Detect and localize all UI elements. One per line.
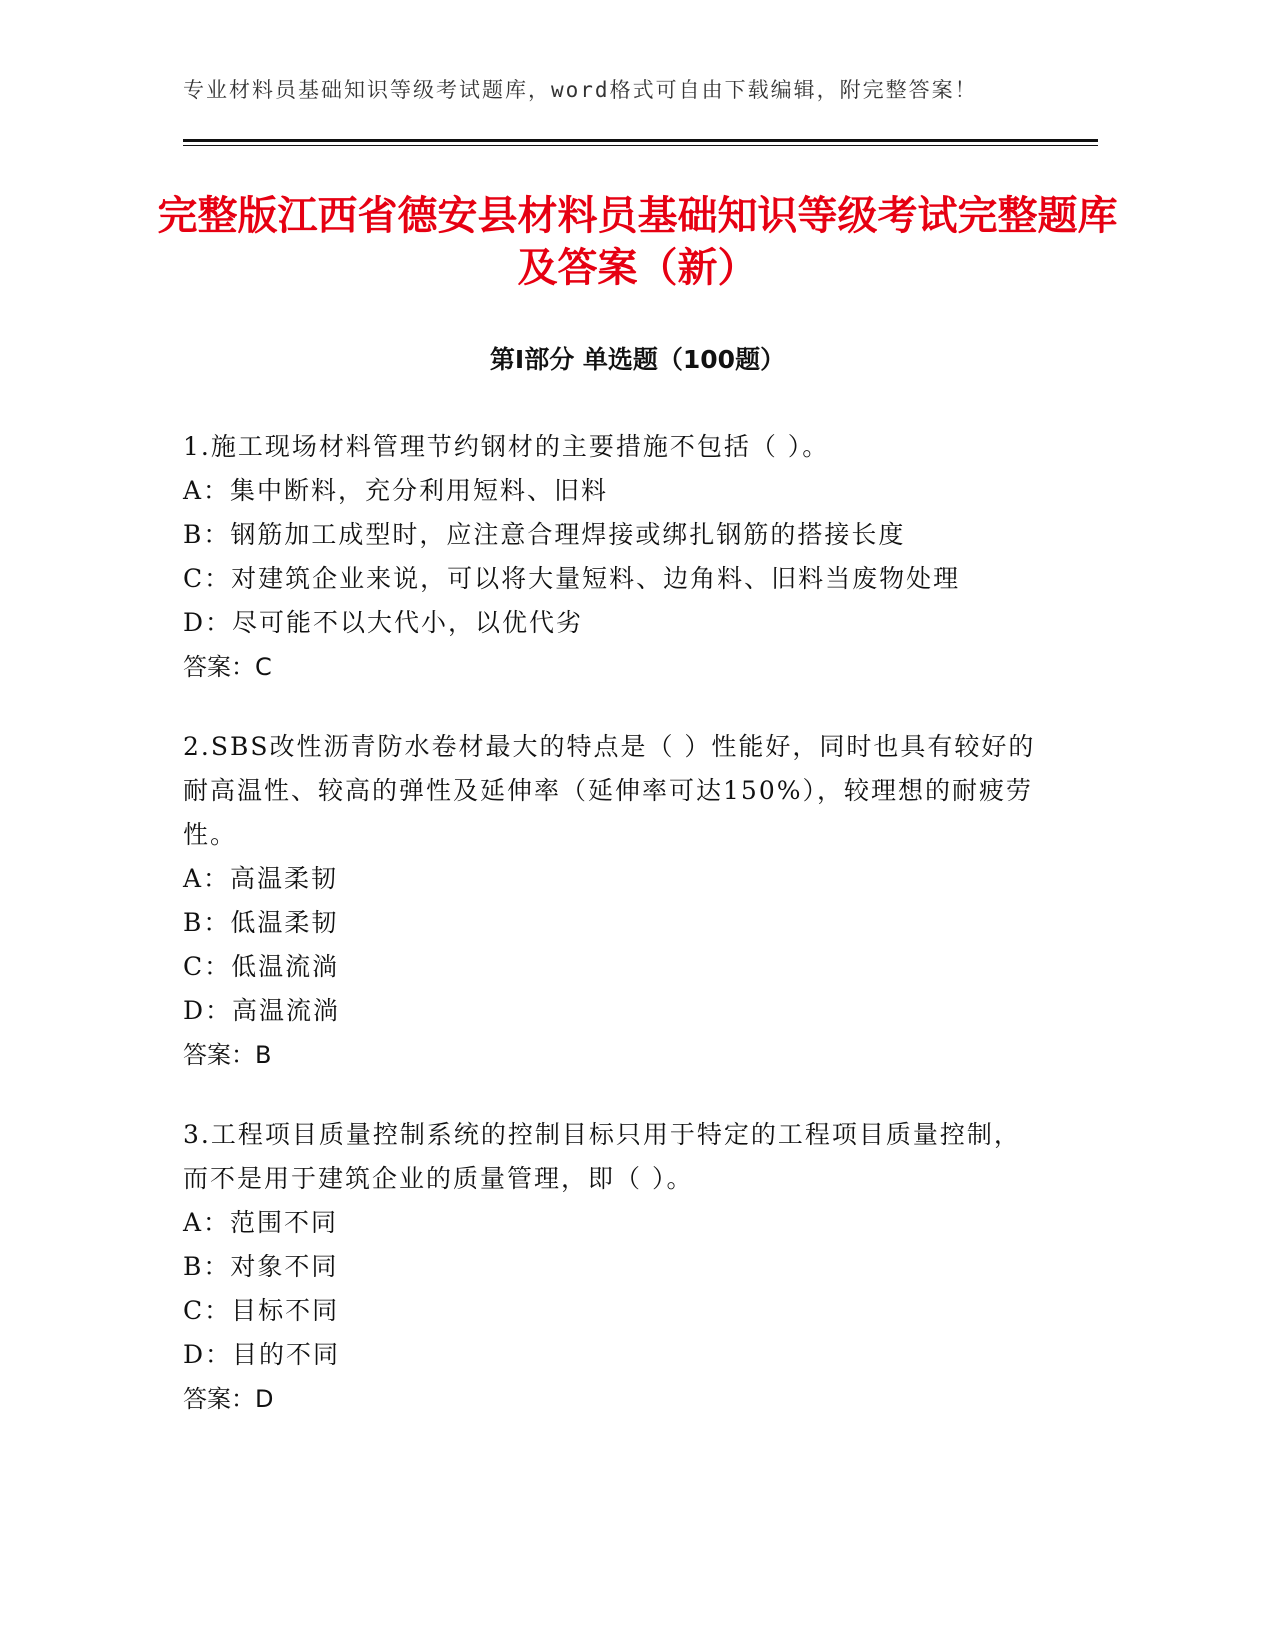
page-header: 专业材料员基础知识等级考试题库，word格式可自由下载编辑，附完整答案！ [183,78,978,102]
document-title: 完整版江西省德安县材料员基础知识等级考试完整题库及答案（新） [157,193,1118,291]
answer: 答案：D [183,1385,274,1413]
section-title: 第Ⅰ部分 单选题（100题） [489,345,786,374]
option-d: D：尽可能不以大代小，以优代劣 [183,608,584,637]
option-a: A：范围不同 [183,1208,339,1237]
question-stem: 3.工程项目质量控制系统的控制目标只用于特定的工程项目质量控制，而不是用于建筑企业的质量管理，即（ ）。 [183,1120,1021,1193]
header-rule-thick [183,139,1098,142]
question-3 [183,1113,1043,1421]
option-d: D：高温流淌 [183,996,341,1025]
option-d: D：目的不同 [183,1340,341,1369]
option-b: B：钢筋加工成型时，应注意合理焊接或绑扎钢筋的搭接长度 [183,520,906,549]
question-stem: 2.SBS改性沥青防水卷材最大的特点是（ ）性能好，同时也具有较好的耐高温性、较高的弹性及延伸率（延伸率可达150%），较理想的耐疲劳性。 [183,732,1036,849]
option-b: B：低温柔韧 [183,908,339,937]
option-a: A：集中断料，充分利用短料、旧料 [183,476,609,505]
option-c: C：对建筑企业来说，可以将大量短料、边角料、旧料当废物处理 [183,564,961,593]
answer: 答案：B [183,1041,272,1069]
option-c: C：目标不同 [183,1296,340,1325]
option-b: B：对象不同 [183,1252,339,1281]
question-list [183,425,1043,1457]
option-a: A：高温柔韧 [183,864,339,893]
question-stem: 1.施工现场材料管理节约钢材的主要措施不包括（ ）。 [183,432,830,461]
answer: 答案：C [183,653,272,681]
option-c: C：低温流淌 [183,952,340,981]
question-2 [183,725,1043,1077]
question-1 [183,425,1043,689]
header-rule-thin [183,145,1098,146]
